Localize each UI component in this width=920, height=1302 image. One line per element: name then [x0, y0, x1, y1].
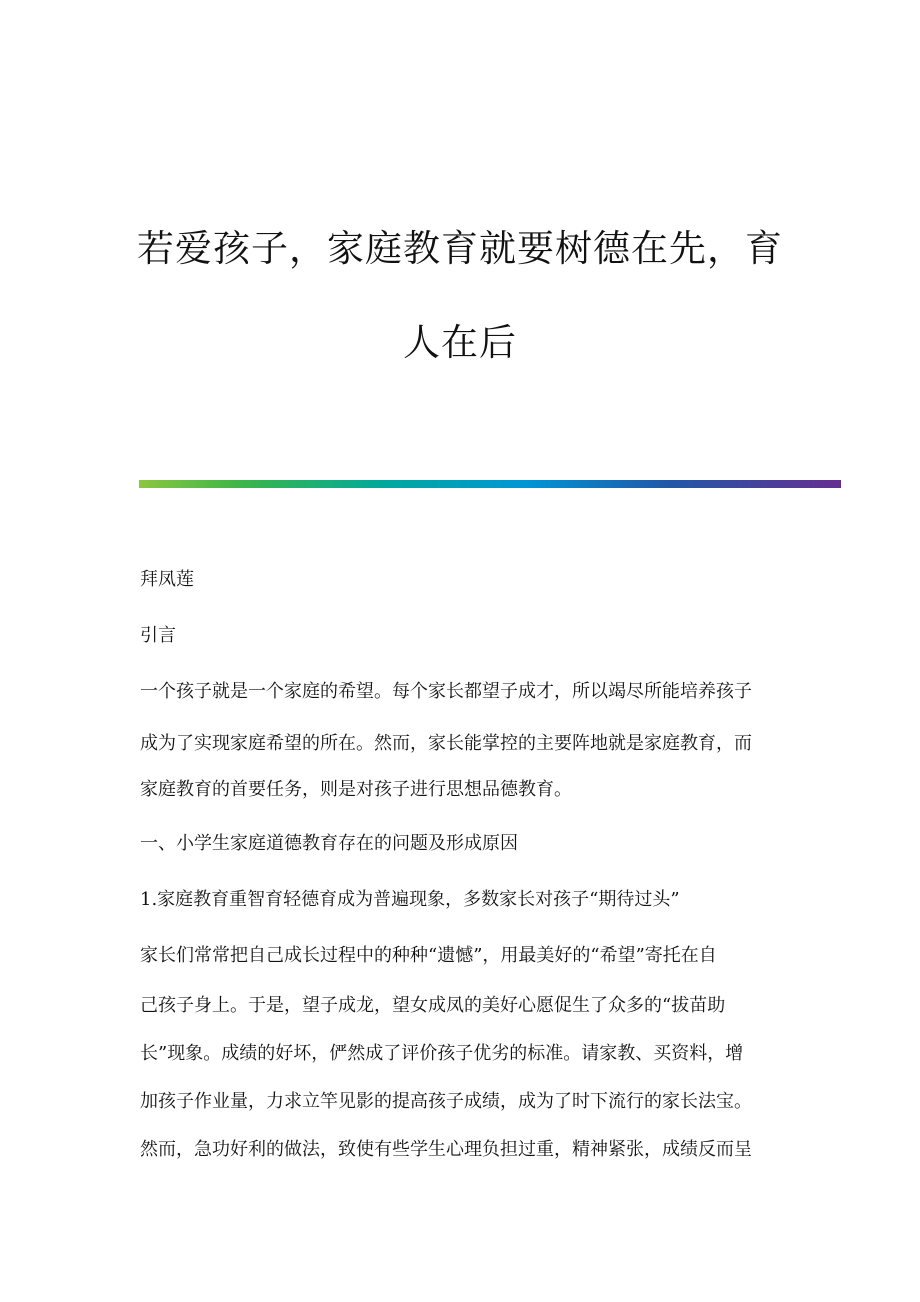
author-name: 拜凤莲 — [140, 569, 194, 590]
subsection-1-heading: 1.家庭教育重智育轻德育成为普遍现象，多数家长对孩子“期待过头” — [140, 889, 680, 910]
paragraph-1-line-2: 成为了实现家庭希望的所在。然而，家长能掌控的主要阵地就是家庭教育，而 — [140, 733, 752, 754]
paragraph-2-line-1: 家长们常常把自己成长过程中的种种“遗憾”，用最美好的“希望”寄托在自 — [140, 945, 717, 966]
paragraph-2-line-5: 然而，急功好利的做法，致使有些学生心理负担过重，精神紧张，成绩反而呈 — [140, 1139, 752, 1160]
paragraph-1-line-3: 家庭教育的首要任务，则是对孩子进行思想品德教育。 — [140, 779, 572, 800]
document-title-line-2: 人在后 — [403, 321, 517, 364]
paragraph-1-line-1: 一个孩子就是一个家庭的希望。每个家长都望子成才，所以竭尽所能培养孩子 — [140, 681, 752, 702]
gradient-divider — [139, 480, 841, 488]
paragraph-2-line-3: 长”现象。成绩的好坏，俨然成了评价孩子优劣的标准。请家教、买资料，增 — [140, 1043, 744, 1064]
paragraph-2-line-2: 己孩子身上。于是，望子成龙，望女成凤的美好心愿促生了众多的“拔苗助 — [140, 995, 726, 1016]
intro-heading: 引言 — [140, 625, 176, 646]
paragraph-2-line-4: 加孩子作业量，力求立竿见影的提高孩子成绩，成为了时下流行的家长法宝。 — [140, 1091, 752, 1112]
section-1-heading: 一、小学生家庭道德教育存在的问题及形成原因 — [140, 833, 518, 854]
document-title-line-1: 若爱孩子，家庭教育就要树德在先，育 — [137, 227, 783, 270]
